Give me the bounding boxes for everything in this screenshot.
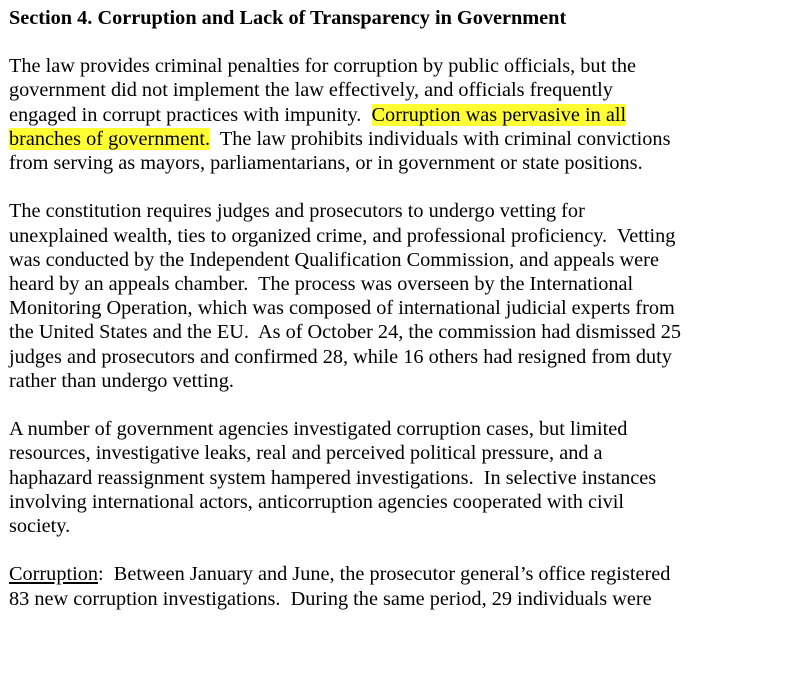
text-segment: The constitution requires judges and prosecutors to undergo vetting for (9, 200, 585, 223)
text-line (9, 441, 784, 465)
section-heading: Section 4. Corruption and Lack of Transparency in Government (9, 7, 567, 29)
text-segment: unexplained wealth, ties to organized crime, and professional proficiency. Vetting (9, 224, 676, 247)
document-body (9, 54, 784, 611)
text-line (9, 345, 784, 369)
text-segment: engaged in corrupt practices with impunity. (9, 103, 372, 126)
text-segment: the United States and the EU. As of October 24, the commission had dismissed 25 (9, 321, 682, 344)
text-line (9, 199, 784, 223)
text-segment: : Between January and June, the prosecutor general’s office registered (98, 563, 671, 586)
text-line (9, 514, 784, 538)
text-segment: heard by an appeals chamber. The process was overseen by the International (9, 273, 634, 296)
text-segment: society. (9, 515, 71, 538)
text-line (9, 224, 784, 248)
text-line (9, 369, 784, 393)
text-line (9, 466, 784, 490)
text-segment: from serving as mayors, parliamentarians, or in government or state positions. (9, 152, 643, 175)
text-line (9, 320, 784, 344)
text-segment: involving international actors, anticorruption agencies cooperated with civil (9, 490, 625, 513)
document-page (9, 6, 784, 635)
paragraph-1 (9, 54, 784, 175)
text-line (9, 587, 784, 611)
text-segment: government did not implement the law effectively, and officials frequently (9, 79, 613, 102)
text-line (9, 490, 784, 514)
text-line (9, 296, 784, 320)
text-line (9, 54, 784, 78)
text-segment: was conducted by the Independent Qualification Commission, and appeals were (9, 248, 659, 271)
text-line (9, 127, 784, 151)
text-line (9, 78, 784, 102)
text-line (9, 562, 784, 586)
underlined-subheading: Corruption (9, 563, 99, 586)
text-segment: 83 new corruption investigations. During the same period, 29 individuals were (9, 587, 652, 610)
highlighted-text: branches of government. (9, 127, 211, 150)
highlighted-text: Corruption was pervasive in all (371, 103, 627, 126)
text-line (9, 417, 784, 441)
text-line (9, 151, 784, 175)
text-segment: The law provides criminal penalties for corruption by public officials, but the (9, 55, 637, 78)
paragraph-3 (9, 417, 784, 538)
paragraph-2 (9, 199, 784, 393)
text-segment: Monitoring Operation, which was composed of international judicial experts from (9, 297, 675, 320)
paragraph-4 (9, 562, 784, 610)
text-segment: The law prohibits individuals with criminal convictions (210, 127, 671, 150)
text-line (9, 248, 784, 272)
text-segment: haphazard reassignment system hampered investigations. In selective instances (9, 466, 657, 489)
text-line (9, 272, 784, 296)
text-segment: rather than undergo vetting. (9, 369, 234, 392)
text-segment: resources, investigative leaks, real and perceived political pressure, and a (9, 442, 603, 465)
text-segment: A number of government agencies investigated corruption cases, but limited (9, 418, 628, 441)
text-line (9, 103, 784, 127)
text-segment: judges and prosecutors and confirmed 28, while 16 others had resigned from duty (9, 345, 672, 368)
